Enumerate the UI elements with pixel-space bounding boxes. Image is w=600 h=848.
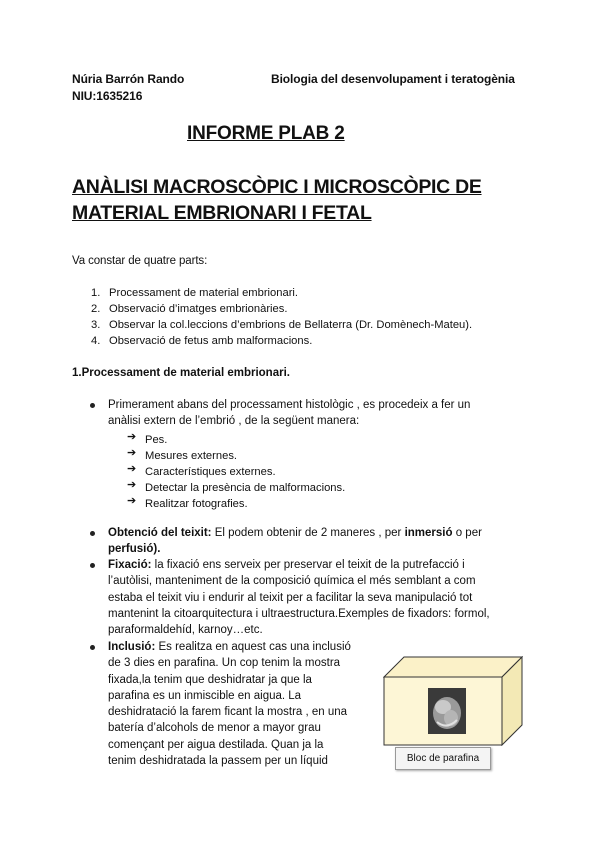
bullet-dot-icon xyxy=(90,403,95,408)
parts-list xyxy=(91,285,472,349)
arrow-right-icon: ➔ xyxy=(127,447,137,459)
report-title: INFORME PLAB 2 xyxy=(187,123,345,144)
obtencio-paragraph: Obtenció del teixit: El podem obtenir de 2 maneres , per inmersió o per perfusió). xyxy=(108,527,482,556)
arrow-right-icon: ➔ xyxy=(127,495,137,507)
list-item: 1. Processament de material embrionari. xyxy=(91,287,299,299)
list-item: 3. Observar la col.leccions d’embrions de Bellaterra (Dr. Domènech-Mateu). xyxy=(91,319,473,331)
bullet-dot-icon xyxy=(90,531,95,536)
bullet-dot-icon xyxy=(90,645,95,650)
course-name: Biologia del desenvolupament i teratogènia xyxy=(271,72,515,86)
list-item: ➔ Realitzar fotografies. xyxy=(127,495,248,510)
embryo-photo xyxy=(428,688,466,734)
list-item: 2. Observació d’imatges embrionàries. xyxy=(91,303,288,315)
inclusio-paragraph: Inclusió: Es realitza en aquest cas una inclusió de 3 dies en parafina. Un cop tenim la mostra fixada,la tenim que deshidratar ja que la parafina es un inmiscible en aigua. La deshidratació la farem ficant la mostra , en una batería d’alcohols de menor a mayor grau començant per aigua destilada. Quan ja la tenim deshidratada la passem per un líquid xyxy=(108,641,351,768)
bullet-paragraph: Primerament abans del processament histològic , es procedeix a fer un anàlisi extern de l’embrió , de la següent manera: xyxy=(108,399,471,428)
list-item: ➔ Característiques externes. xyxy=(127,463,276,478)
bullet-dot-icon xyxy=(90,563,95,568)
paraffin-block-figure xyxy=(383,656,523,746)
main-title-line1: ANÀLISI MACROSCÒPIC I MICROSCÒPIC DE xyxy=(72,176,482,198)
arrow-right-icon: ➔ xyxy=(127,463,137,475)
sub-list xyxy=(127,430,345,510)
arrow-right-icon: ➔ xyxy=(127,431,137,443)
list-item: ➔ Detectar la presència de malformacions. xyxy=(127,479,346,494)
arrow-right-icon: ➔ xyxy=(127,479,137,491)
main-title-line2: MATERIAL EMBRIONARI I FETAL xyxy=(72,202,372,224)
block-top-face xyxy=(384,657,522,677)
list-item: 4. Observació de fetus amb malformacions. xyxy=(91,335,313,347)
fixacio-paragraph: Fixació: la fixació ens serveix per preservar el teixit de la putrefacció i l’autòlisi, manteniment de la composició química el més semblant a com estaba el teixit viu i endurir al teixit per a facilitar la seva manipulació tot mantenint la citoarquitectura i ultraestructura.Exemples de fixadors: formol, paraformaldehíd, karnoy…etc. xyxy=(108,559,490,637)
intro-text: Va constar de quatre parts: xyxy=(72,255,208,267)
figure-caption: Bloc de parafina xyxy=(395,747,491,770)
list-item: ➔ Pes. xyxy=(127,431,168,446)
list-item: ➔ Mesures externes. xyxy=(127,447,238,462)
author-name: Núria Barrón Rando xyxy=(72,72,185,86)
student-niu: NIU:1635216 xyxy=(72,89,143,103)
section-heading: 1.Processament de material embrionari. xyxy=(72,367,290,379)
